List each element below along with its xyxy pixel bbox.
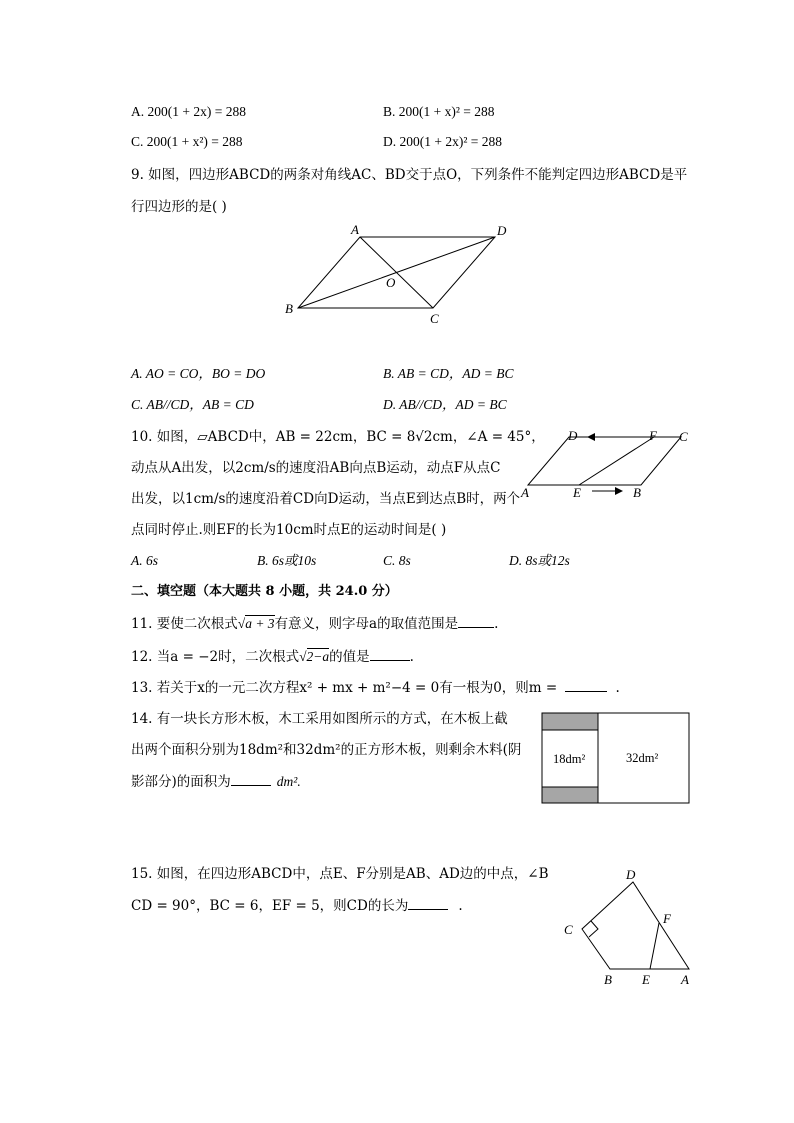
q9-option-d: D. AB//CD，AD = BC — [383, 397, 507, 412]
q9-label-d: D — [497, 223, 507, 238]
q9-stem-line2: 行四边形的是( ) — [131, 199, 227, 215]
q9-label-o: O — [386, 275, 396, 290]
q8-option-c: C. 200(1 + x²) = 288 — [131, 134, 243, 149]
q15-label-c: C — [564, 922, 573, 937]
q10-label-c: C — [679, 429, 688, 444]
q8-option-b: B. 200(1 + x)² = 288 — [383, 104, 495, 119]
q15-answer-blank[interactable] — [408, 895, 448, 910]
q10-stem-line3: 出发，以1cm/s的速度沿着CD向D运动，当点E到达点B时，两个 — [131, 491, 521, 507]
q10-option-a: A. 6s — [131, 553, 158, 568]
q15-label-d: D — [626, 867, 636, 882]
q10-label-d: D — [568, 428, 578, 443]
q15-label-e: E — [642, 972, 650, 987]
q10-stem-line1: 10. 如图，▱ABCD中，AB = 22cm，BC = 8√2cm，∠A = 45°， — [131, 429, 545, 445]
q9-label-c: C — [430, 311, 439, 326]
q9-option-a: A. AO = CO，BO = DO — [131, 366, 266, 381]
q10-option-c: C. 8s — [383, 553, 411, 568]
q13-answer-blank[interactable] — [565, 677, 607, 692]
q14-stem-line2: 出两个面积分别为18dm²和32dm²的正方形木板，则剩余木料(阴 — [131, 742, 522, 758]
q10-label-f: F — [649, 428, 657, 443]
q15-stem-line2: CD = 90°，BC = 6，EF = 5，则CD的长为 . — [131, 895, 463, 916]
q12-answer-blank[interactable] — [370, 646, 410, 661]
q10-label-e: E — [573, 485, 581, 500]
q14-stem-line1: 14. 有一块长方形木板，木工采用如图所示的方式，在木板上截 — [131, 711, 508, 727]
q14-answer-blank[interactable] — [231, 771, 271, 786]
q10-stem-line2: 动点从A出发，以2cm/s的速度沿AB向点B运动，动点F从点C — [131, 460, 501, 476]
q9-label-a: A — [351, 222, 359, 237]
q9-parallelogram-figure — [280, 220, 520, 330]
q9-option-c: C. AB//CD，AB = CD — [131, 397, 254, 412]
q9-option-b: B. AB = CD，AD = BC — [383, 366, 514, 381]
q10-parallelogram-figure — [515, 425, 700, 505]
q10-label-b: B — [633, 485, 641, 500]
q11-stem: 11. 要使二次根式√a + 3有意义，则字母a的取值范围是 . — [131, 613, 498, 634]
q15-label-b: B — [604, 972, 612, 987]
q14-small-square-label: 18dm² — [553, 752, 586, 766]
q10-stem-line4: 点同时停止.则EF的长为10cm时点E的运动时间是( ) — [131, 522, 447, 538]
q9-stem-line1: 9. 如图，四边形ABCD的两条对角线AC、BD交于点O，下列条件不能判定四边形ABCD是平 — [131, 167, 688, 183]
q9-label-b: B — [285, 301, 293, 316]
q12-stem: 12. 当a = −2时，二次根式√2−a的值是 . — [131, 646, 414, 667]
q8-option-a: A. 200(1 + 2x) = 288 — [131, 104, 246, 119]
q11-answer-blank[interactable] — [458, 613, 494, 628]
q8-option-d: D. 200(1 + 2x)² = 288 — [383, 134, 503, 149]
q15-label-a: A — [681, 972, 689, 987]
q10-option-d: D. 8s或12s — [509, 553, 570, 568]
q13-stem: 13. 若关于x的一元二次方程x² + mx + m²−4 = 0有一根为0，则m = . — [131, 677, 620, 698]
q14-big-square-label: 32dm² — [626, 751, 659, 765]
q15-stem-line1: 15. 如图，在四边形ABCD中，点E、F分别是AB、AD边的中点，∠B — [131, 866, 549, 882]
q15-label-f: F — [663, 911, 671, 926]
section-heading-fill-in: 二、填空题（本大题共 8 小题，共 24.0 分） — [131, 584, 398, 599]
q14-board-figure — [540, 711, 692, 807]
q10-option-b: B. 6s或10s — [257, 553, 317, 568]
q15-quadrilateral-figure — [556, 862, 702, 992]
q14-stem-line3: 影部分)的面积为 dm². — [131, 771, 301, 792]
q10-label-a: A — [521, 485, 529, 500]
